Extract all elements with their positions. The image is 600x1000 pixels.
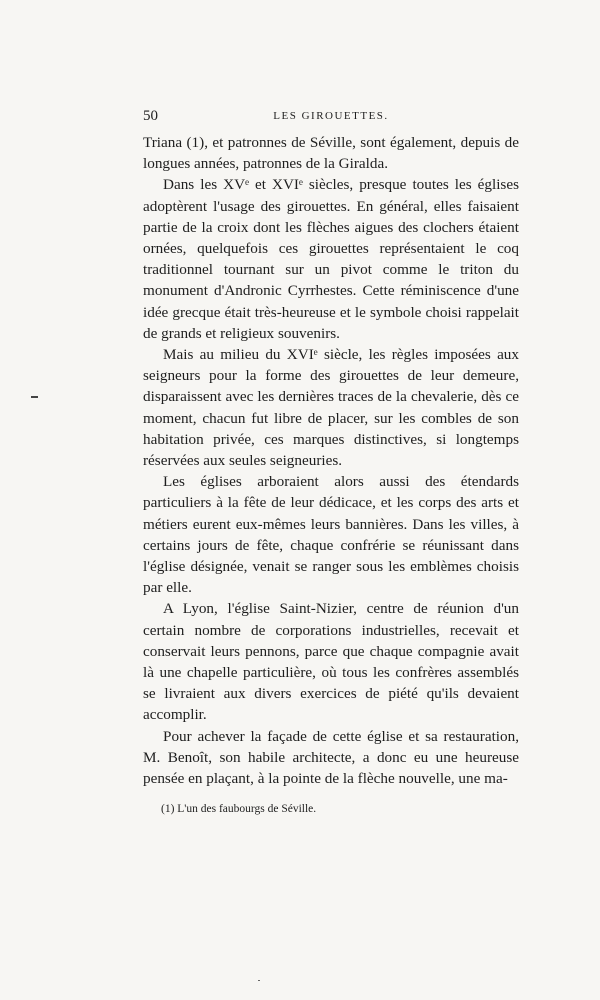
paragraph: Dans les XVᵉ et XVIᵉ siècles, presque toutes les églises adoptèrent l'usage des girouettes. En général, elles faisaient partie de la croix dont les flèches aigues des clochers étaient ornées, quelquefois ces girouettes représentaient le coq traditionnel tournant sur un pivot comme le triton du monument d'Andronic Cyrrhestes. Cette réminiscence d'une idée grecque était très-heureuse et le symbole choisi rappelait de grands et religieux souvenirs. <box>143 176 519 342</box>
paragraph: Les églises arboraient alors aussi des étendards particuliers à la fête de leur dédicace, et les corps des arts et métiers eurent eux-mêmes leurs bannières. Dans les villes, à certains jours de fête, chaque confrérie se réunissant dans l'église désignée, venait se ranger sous les emblèmes choisis par elle. <box>143 473 519 597</box>
page-header <box>143 108 519 130</box>
body-text <box>143 132 519 789</box>
running-title: LES GIROUETTES. <box>273 110 389 122</box>
page-number: 50 <box>143 108 158 124</box>
paragraph: A Lyon, l'église Saint-Nizier, centre de réunion d'un certain nombre de corporations industrielles, recevait et conservait leurs pennons, parce que chaque compagnie avait là une chapelle particulière, où tous les confrères assemblés se livraient aux divers exercices de piété qu'ils devaient accomplir. <box>143 600 519 724</box>
print-speck <box>258 980 260 981</box>
paragraph: Triana (1), et patronnes de Séville, sont également, depuis de longues années, patronnes de la Giralda. <box>143 134 519 173</box>
margin-mark <box>31 396 38 398</box>
paragraph: Mais au milieu du XVIᵉ siècle, les règles imposées aux seigneurs pour la forme des girouettes de leur demeure, disparaissent avec les dernières traces de la chevalerie, dès ce moment, chacun fut libre de placer, sur les combles de son habitation privée, ces marques distinctives, si longtemps réservées aux seules seigneuries. <box>143 346 519 470</box>
footnote: (1) L'un des faubourgs de Séville. <box>161 803 317 815</box>
paragraph: Pour achever la façade de cette église et sa restauration, M. Benoît, son habile architecte, a donc eu une heureuse pensée en plaçant, à la pointe de la flèche nouvelle, une ma- <box>143 727 519 788</box>
